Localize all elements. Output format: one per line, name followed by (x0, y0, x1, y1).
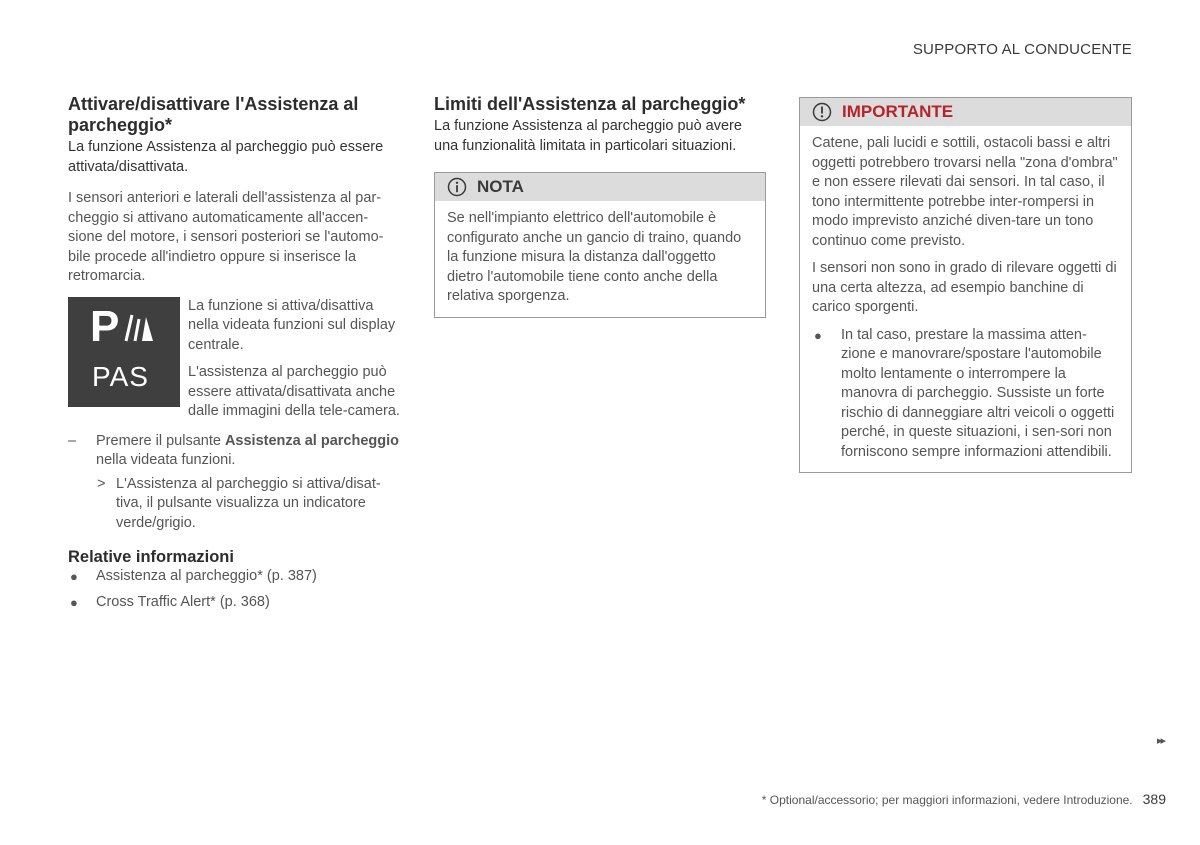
section-title-limits: Limiti dell'Assistenza al parcheggio* (434, 94, 746, 114)
instruction-step (68, 432, 402, 471)
lead-activate: La funzione Assistenza al parcheggio può essere attivata/disattivata. (68, 139, 384, 175)
para-camera: L'assistenza al parcheggio può essere attivata/disattivata anche dalle immagini della tele-camera. (188, 364, 400, 419)
importante-header (800, 98, 1131, 126)
para-sensors: I sensori anteriori e laterali dell'assistenza al par-cheggio si attivano automaticamente all'accen-sione del motore, i sensori posteriori se l'automo-bile procede all'indietro oppure si inserisce la retromarcia. (68, 190, 384, 284)
nota-title: NOTA (477, 177, 524, 196)
column-activate (68, 94, 402, 612)
result-text: L'Assistenza al parcheggio si attiva/disat-tiva, il pulsante visualizza un indicatore verde/grigio. (116, 475, 381, 531)
nota-box (434, 172, 766, 318)
related-info-heading: Relative informazioni (68, 548, 234, 566)
importante-bullet: ● In tal caso, prestare la massima atten-zione e manovrare/spostare l'automobile molto lentamente o interrompere la manovra di parcheggio. Sussiste un forte rischio di danneggiare altri veicoli o oggetti perché, in queste situazioni, i sen-sori non forniscono sempre informazioni attendibili. (814, 326, 1115, 460)
page-footer (762, 791, 1166, 807)
warning-icon (812, 102, 832, 122)
page-number: 389 (1142, 791, 1166, 807)
result-marker: > (97, 475, 106, 492)
step-result (68, 475, 402, 534)
importante-title: IMPORTANTE (842, 102, 954, 121)
step-suffix: nella videata funzioni. (96, 452, 236, 468)
section-header: SUPPORTO AL CONDUCENTE (912, 41, 1132, 58)
column-important (799, 94, 1132, 473)
nota-text: Se nell'impianto elettrico dell'automobile è configurato anche un gancio di traino, quando la funzione misura la distanza dall'oggetto dietro l'automobile tiene conto anche della relativa sporgenza. (447, 210, 742, 304)
footer-note: * Optional/accessorio; per maggiori informazioni, vedere Introduzione. (761, 793, 1133, 807)
related-info-list (68, 567, 402, 612)
info-icon (447, 177, 467, 197)
related-link-cross-traffic[interactable]: ● Cross Traffic Alert* (p. 368) (70, 593, 270, 610)
park-assist-icon (68, 297, 180, 407)
continue-arrows-icon: ▸▸ (1156, 735, 1164, 747)
nota-header (435, 173, 765, 201)
column-limits (434, 94, 766, 318)
instruction-steps (68, 432, 402, 534)
related-link-park-assist[interactable]: ● Assistenza al parcheggio* (p. 387) (70, 568, 317, 584)
park-assist-icon-letter: P (90, 301, 120, 351)
importante-box (799, 97, 1132, 473)
importante-para1: Catene, pali lucidi e sottili, ostacoli bassi e altri oggetti potrebbero trovarsi nella "zona d'ombra" e non essere rilevati dai sensori. In tal caso, il tono intermittente potrebbe inter-rompersi in modo imprevisto anziché diven-tare un tono continuo come previsto. (812, 135, 1118, 249)
section-title-activate: Attivare/disattivare l'Assistenza al parcheggio* (68, 94, 359, 135)
park-assist-button-name: Assistenza al parcheggio (224, 432, 400, 449)
step-marker: – (68, 432, 77, 449)
sensor-waves-icon (124, 309, 154, 345)
park-assist-icon-label: PAS (92, 360, 149, 392)
step-prefix: Premere il pulsante (96, 432, 225, 449)
lead-limits: La funzione Assistenza al parcheggio può avere una funzionalità limitata in particolari situazioni. (434, 118, 742, 154)
para-central-display: La funzione si attiva/disattiva nella videata funzioni sul display centrale. (188, 297, 396, 353)
pas-block (68, 297, 402, 422)
importante-para2: I sensori non sono in grado di rilevare oggetti di una certa altezza, ad esempio banchine di carico sporgenti. (812, 260, 1117, 315)
